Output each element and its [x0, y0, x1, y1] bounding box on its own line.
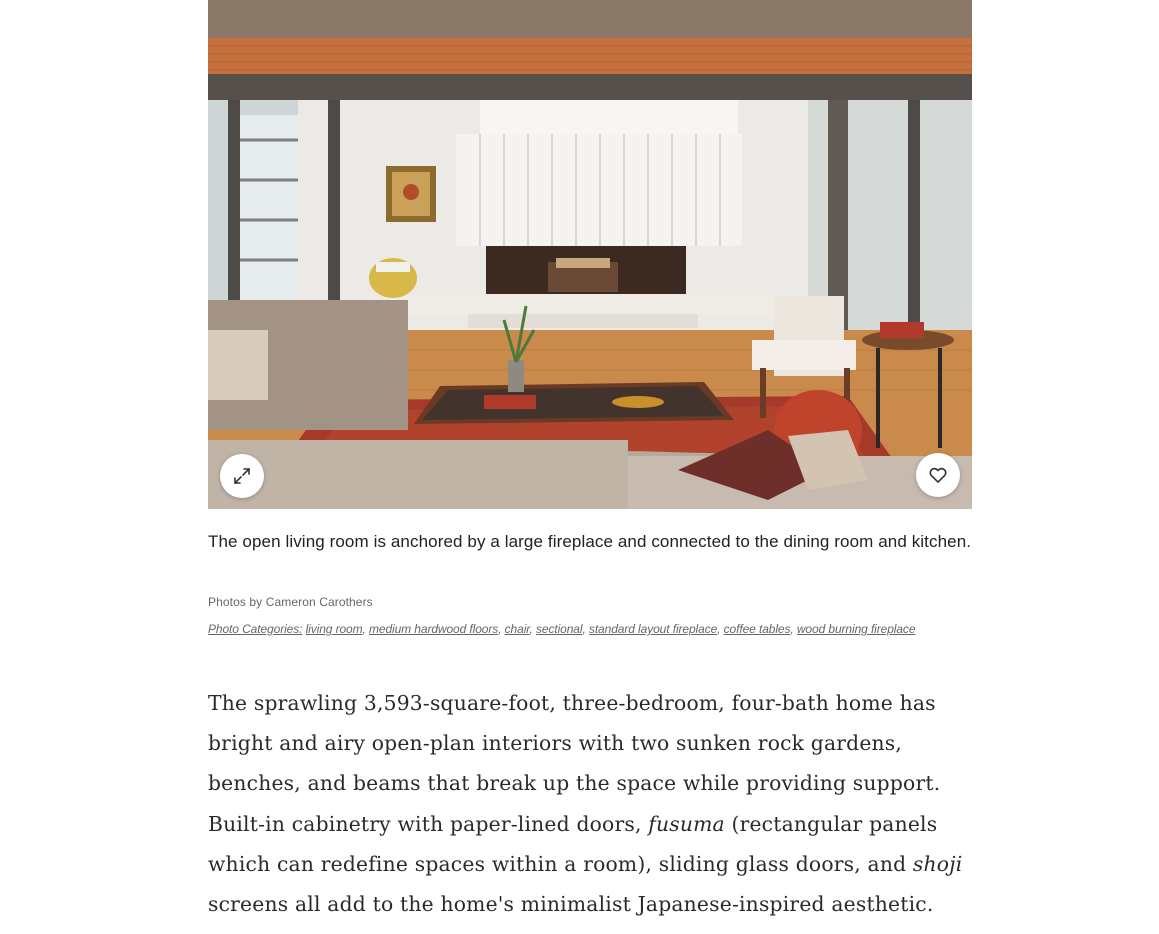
save-photo-button[interactable]	[916, 453, 960, 497]
term-fusuma: fusuma	[648, 811, 725, 836]
category-link-coffee-tables[interactable]: coffee tables	[723, 622, 791, 636]
expand-photo-button[interactable]	[220, 454, 264, 498]
category-link-living-room[interactable]: living room	[305, 622, 363, 636]
category-link-chair[interactable]: chair	[504, 622, 530, 636]
photo-categories-label[interactable]: Photo Categories:	[208, 622, 303, 636]
category-link-sectional[interactable]: sectional	[535, 622, 583, 636]
expand-arrows-icon	[232, 466, 252, 486]
category-link-medium-hardwood-floors[interactable]: medium hardwood floors	[368, 622, 499, 636]
living-room-image	[208, 0, 972, 509]
photo-categories: Photo Categories: living room, medium hardwood floors, chair, sectional, standard layout fireplace, coffee tables, wood burning fireplace	[208, 622, 916, 636]
category-link-wood-burning-fireplace[interactable]: wood burning fireplace	[796, 622, 916, 636]
heart-outline-icon	[928, 465, 948, 485]
photo-caption: The open living room is anchored by a large fireplace and connected to the dining room and kitchen.	[208, 532, 972, 551]
article-paragraph: The sprawling 3,593-square-foot, three-bedroom, four-bath home has bright and airy open-plan interiors with two sunken rock gardens, benches, and beams that break up the space while providing support. Built-in cabinetry with paper-lined doors, fusuma (rectangular panels which can redefine spaces within a room), sliding glass doors, and shoji screens all add to the home's minimalist Japanese-inspired aesthetic.	[208, 691, 963, 917]
article-photo[interactable]	[208, 0, 972, 509]
photo-credit: Photos by Cameron Carothers	[208, 595, 373, 609]
category-link-standard-layout-fireplace[interactable]: standard layout fireplace	[588, 622, 718, 636]
term-shoji: shoji	[912, 851, 963, 876]
